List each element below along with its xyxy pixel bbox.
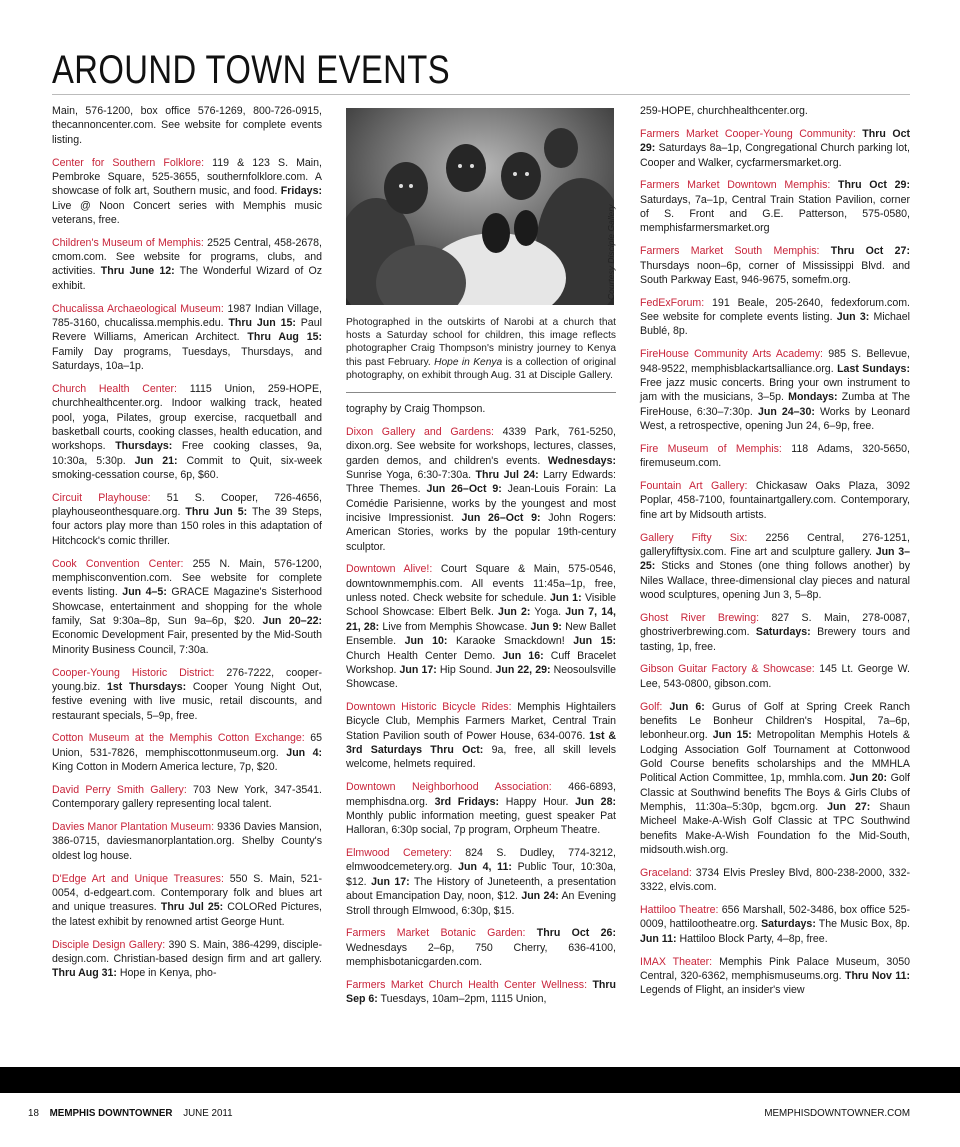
event-date: Jun 11: bbox=[640, 932, 677, 945]
event-date: Thru June 12: bbox=[100, 265, 175, 278]
event-text: Paul Revere Williams, American Architect. bbox=[52, 316, 322, 344]
event-date: Jun 17: bbox=[399, 663, 437, 676]
event-date: Jun 16: bbox=[502, 649, 544, 662]
event-entry bbox=[640, 104, 910, 118]
event-text: John Rogers: American Stories, works by the popular 19th-century sculptor. bbox=[346, 511, 616, 553]
venue-name: Graceland: bbox=[640, 866, 692, 879]
venue-name: Elmwood Cemetery: bbox=[346, 847, 452, 860]
event-date: Jun 7, 14, 21, 28: bbox=[346, 606, 616, 633]
event-entry bbox=[52, 938, 322, 981]
caption-divider bbox=[346, 392, 616, 393]
venue-name: Circuit Playhouse: bbox=[52, 491, 151, 504]
event-date: Jun 3–25: bbox=[640, 545, 910, 573]
event-date: Thru Jun 15: bbox=[228, 316, 296, 329]
event-text: 827 S. Main, 278-0087, ghostriverbrewing.com. bbox=[640, 611, 910, 639]
event-text: Legends of Flight, an insider's view bbox=[640, 984, 805, 997]
event-text: The Music Box, 8p. bbox=[815, 918, 910, 931]
event-entry bbox=[52, 302, 322, 374]
event-date: Jun 26–Oct 9: bbox=[426, 483, 502, 496]
event-date: Thursdays: bbox=[115, 440, 173, 453]
event-entry bbox=[346, 978, 616, 1007]
event-text: 1987 Indian Village, 785-3160, chucalissa.memphis.edu. bbox=[52, 302, 322, 329]
event-text: Court Square & Main, 575-0546, downtownmemphis.com. All events 11:45a–1p, free, unless noted. Check website for schedule. bbox=[346, 563, 616, 605]
event-entry bbox=[640, 178, 910, 235]
venue-name: Downtown Neighborhood Association: bbox=[346, 781, 552, 794]
event-text: 51 S. Cooper, 726-4656, playhouseonthesquare.org. bbox=[52, 491, 322, 519]
venue-name: Chucalissa Archaeological Museum: bbox=[52, 302, 224, 315]
event-date: Jun 9: bbox=[530, 620, 562, 633]
event-text: An Evening Stroll through Elmwood, 6:30p, $15. bbox=[346, 890, 617, 917]
event-text: Brewery tours and tasting, 1p, free. bbox=[640, 626, 910, 653]
venue-name: Farmers Market Downtown Memphis: bbox=[640, 179, 831, 192]
venue-name: Davies Manor Plantation Museum: bbox=[52, 821, 215, 834]
event-date: Jun 10: bbox=[404, 635, 448, 648]
event-date: Thru Oct 27: bbox=[830, 245, 910, 258]
venue-name: Cotton Museum at the Memphis Cotton Exchange: bbox=[52, 732, 305, 745]
venue-name: Downtown Alive!: bbox=[346, 563, 433, 576]
event-date: 3rd Fridays: bbox=[434, 795, 499, 808]
event-text: Gurus of Golf at Spring Creek Ranch benefits Le Bonheur Children's Hospital, 7a–6p, lebonheur.org. bbox=[640, 700, 910, 742]
photo-caption bbox=[346, 316, 616, 382]
event-date: Jun 28: bbox=[575, 795, 616, 808]
event-text: Golf Classic at Southwind benefits The Boys & Girls Clubs of Memphis, 11:30a–5:30p, bgcm.org. bbox=[640, 772, 911, 813]
event-entry bbox=[346, 780, 616, 837]
children-photo bbox=[346, 108, 614, 305]
event-text: Sunrise Yoga, 6:30-7:30a. bbox=[346, 468, 476, 481]
event-entry bbox=[640, 479, 910, 522]
event-date: Jun 6: bbox=[669, 700, 705, 713]
event-text: Memphis Hightailers Bicycle Club, Memphis Farmers Market, Central Train Station Pavilion south of Power House, 634-0076. bbox=[346, 701, 616, 742]
event-text: Wednesdays 2–6p, 750 Cherry, 636-4100, memphisbotanicgarden.com. bbox=[346, 941, 616, 969]
event-text: Larry Edwards: Three Themes. bbox=[346, 468, 616, 496]
event-text bbox=[525, 927, 536, 939]
website-link[interactable]: MEMPHISDOWNTOWNER.COM bbox=[764, 1108, 910, 1119]
event-text: 276-7222, cooper-young.biz. bbox=[52, 666, 322, 693]
event-date: Jun 1: bbox=[549, 592, 582, 605]
venue-name: Center for Southern Folklore: bbox=[52, 156, 205, 169]
event-date: Jun 4, 11: bbox=[458, 861, 512, 874]
event-date: Thru Oct 26: bbox=[536, 927, 616, 940]
event-entry bbox=[52, 731, 322, 774]
event-text: The History of Juneteenth, a presentation about Emancipation Day, noon, $12. bbox=[346, 875, 616, 903]
venue-name: Cooper-Young Historic District: bbox=[52, 666, 215, 679]
event-entry bbox=[640, 866, 910, 895]
event-date: Thru Jul 25: bbox=[160, 901, 224, 914]
event-entry bbox=[346, 700, 616, 772]
event-text: Live @ Noon Concert series with Memphis music veterans, free. bbox=[52, 199, 322, 226]
event-entry bbox=[640, 955, 910, 998]
venue-name: Ghost River Brewing: bbox=[640, 611, 760, 624]
venue-name: Golf: bbox=[640, 700, 663, 713]
event-date: Mondays: bbox=[788, 391, 838, 404]
venue-name: Farmers Market Church Health Center Wellness: bbox=[346, 978, 588, 991]
event-text: Happy Hour. bbox=[499, 795, 576, 808]
event-text: Main, 576-1200, box office 576-1269, 800-726-0915, thecannoncenter.com. See website for complete events listing. bbox=[52, 105, 322, 146]
page-number: 18 bbox=[28, 1108, 39, 1119]
event-text: Free jazz music concerts. Bring your own instrument to jam with the musicians, 3–5p. bbox=[640, 377, 910, 404]
event-text bbox=[830, 179, 838, 191]
photo-figure bbox=[346, 108, 616, 305]
event-text: Free cooking classes, 9a, 10:30a, 5:30p. bbox=[52, 440, 322, 467]
footer-left bbox=[28, 1108, 233, 1119]
event-text: Zumba at The FireHouse, 6:30–7:30p. bbox=[640, 391, 911, 418]
event-date: Thru Nov 11: bbox=[844, 969, 910, 982]
venue-name: Gibson Guitar Factory & Showcase: bbox=[640, 663, 815, 676]
event-text: 824 S. Dudley, 774-3212, elmwoodcemetery.org. bbox=[346, 847, 616, 874]
event-text: 550 S. Main, 521-0054, d-edgeart.com. Contemporary folk and blues art and unique treasures. bbox=[52, 872, 322, 914]
event-date: Jun 20: bbox=[849, 772, 888, 785]
venue-name: Farmers Market Cooper-Young Community: bbox=[640, 127, 856, 140]
issue-date: JUNE 2011 bbox=[183, 1108, 233, 1119]
venue-name: Hattiloo Theatre: bbox=[640, 904, 719, 916]
event-date: Jun 24–30: bbox=[757, 405, 815, 418]
event-date: Jun 24: bbox=[521, 890, 559, 903]
event-text: Monthly public information meeting, guest speaker Pat Halloran, 6:30p social, 7p program, Orpheum Theatre. bbox=[346, 809, 616, 837]
event-date: Thru Jun 5: bbox=[185, 506, 248, 519]
event-text: Metropolitan Memphis Hotels & Lodging Association Golf Tournament at Cottonwood Gold Course benefits scholarships and the MMHLA Political Action Committee, 1p, mmhla.com. bbox=[640, 729, 911, 785]
event-date: Jun 22, 29: bbox=[495, 663, 551, 676]
venue-name: Disciple Design Gallery: bbox=[52, 938, 166, 951]
event-text: 4339 Park, 761-5250, dixon.org. See website for workshops, lectures, classes, garden demos, and children's events. bbox=[346, 425, 616, 467]
event-text: Sticks and Stones (one thing follows another) by Niles Wallace, three-dimensional clay pieces and natural wood sculptures, opening Jun 3, 5–8p. bbox=[640, 560, 910, 601]
event-date: Jun 4: bbox=[286, 746, 322, 759]
event-text: 985 S. Bellevue, 948-9522, memphisblackartsalliance.org. bbox=[640, 348, 910, 375]
event-text: 65 Union, 531-7826, memphiscottonmuseum.org. bbox=[52, 732, 322, 759]
event-entry bbox=[640, 244, 910, 287]
event-date: Thru Oct 29: bbox=[640, 127, 910, 155]
magazine-name: MEMPHIS DOWNTOWNER bbox=[49, 1108, 173, 1119]
event-text: Yoga. bbox=[530, 606, 566, 619]
event-entry bbox=[640, 296, 910, 339]
event-entry bbox=[346, 402, 616, 416]
event-date: 1st & 3rd Saturdays Thru Oct: bbox=[346, 729, 616, 757]
event-date: Jun 17: bbox=[371, 875, 410, 888]
event-entry bbox=[640, 662, 910, 691]
event-text: Visible School Showcase: Elbert Belk. bbox=[346, 592, 616, 619]
event-column-2 bbox=[346, 104, 616, 1007]
event-text: Commit to Quit, six-week smoking-cessation course, 6p, $60. bbox=[52, 454, 323, 481]
event-date: Fridays: bbox=[280, 185, 322, 198]
venue-name: Farmers Market South Memphis: bbox=[640, 245, 820, 258]
event-text: Cooper Young Night Out, festive evening with live music, retail discounts, and restaurant specials, 5–9p, free. bbox=[52, 680, 322, 722]
event-column-2-entries bbox=[346, 402, 616, 1007]
caption-text: Photographed in the outskirts of Narobi at a church that hosts a Saturday school for children, this image reflects photographer Craig Thompson's ministry journey to Kenya this past February. bbox=[346, 317, 616, 368]
event-text: Saturdays, 7a–1p, Central Train Station Pavilion, corner of S. Front and G.E. Patterson, 575-0580, memphisfarmersmarket.org bbox=[640, 193, 910, 235]
event-text: Works by Leonard West, a retrospective, opening Jun 24, 6–9p, free. bbox=[640, 405, 910, 433]
event-entry bbox=[640, 442, 910, 471]
event-text: The 39 Steps, four actors play more than 150 roles in this adaptation of Hitchcock's comic thriller. bbox=[52, 506, 322, 547]
event-entry bbox=[52, 872, 322, 929]
photo-credit: Courtesy Disciple Gallery bbox=[606, 204, 616, 300]
event-entry bbox=[52, 236, 322, 293]
event-entry bbox=[52, 104, 322, 147]
event-entry bbox=[52, 666, 322, 723]
event-date: Jun 27: bbox=[827, 800, 871, 813]
event-entry bbox=[640, 903, 910, 946]
event-date: Jun 4–5: bbox=[122, 586, 167, 599]
event-date: Thru Oct 29: bbox=[838, 179, 910, 192]
event-text: Thursdays noon–6p, corner of Mississippi Blvd. and South Parkway East, 946-9675, somefm.org. bbox=[640, 259, 910, 286]
event-text: 9a, free, all skill levels welcome, helmets required. bbox=[346, 744, 616, 771]
event-column-1 bbox=[52, 104, 322, 981]
event-date: Jun 21: bbox=[134, 454, 178, 467]
event-text: Hope in Kenya, pho- bbox=[116, 967, 217, 980]
event-date: Jun 15: bbox=[573, 635, 616, 648]
venue-name: D'Edge Art and Unique Treasures: bbox=[52, 872, 224, 885]
event-date: Wednesdays: bbox=[547, 454, 616, 467]
event-text: New Ballet Ensemble. bbox=[346, 620, 616, 648]
event-date: Saturdays: bbox=[755, 626, 811, 639]
event-entry bbox=[52, 557, 322, 657]
event-text: Michael Bublé, 8p. bbox=[640, 311, 911, 338]
event-text: Chickasaw Oaks Plaza, 3092 Poplar, 458-7100, fountainartgallery.com. Contemporary, fine art by Midsouth artists. bbox=[640, 480, 910, 521]
event-entry bbox=[346, 562, 616, 691]
event-text: 2256 Central, 276-1251, galleryfiftysix.com. Fine art and sculpture gallery. bbox=[640, 531, 910, 558]
event-text: GRACE Magazine's Sisterhood Showcase, entertainment and shopping for the whole family, Sat 9:30a–8p, Sun 9a–6p, $20. bbox=[52, 586, 322, 627]
venue-name: Fire Museum of Memphis: bbox=[640, 442, 782, 455]
event-text: Memphis Pink Palace Museum, 3050 Central, 320-6362, memphismuseums.org. bbox=[640, 955, 911, 982]
event-date: Jun 3: bbox=[836, 311, 870, 324]
event-text bbox=[819, 245, 830, 257]
caption-exhibit-title: Hope in Kenya bbox=[434, 356, 503, 368]
event-text: The Wonderful Wizard of Oz exhibit. bbox=[52, 265, 323, 292]
event-date: Jun 2: bbox=[498, 606, 531, 619]
event-date: Jun 15: bbox=[712, 729, 752, 742]
venue-name: Children's Museum of Memphis: bbox=[52, 236, 204, 249]
event-entry bbox=[52, 820, 322, 863]
event-text: 2525 Central, 458-2678, cmom.com. See website for programs, clubs, and activities. bbox=[52, 236, 322, 278]
page-title: AROUND TOWN EVENTS bbox=[52, 48, 450, 92]
venue-name: Dixon Gallery and Gardens: bbox=[346, 425, 494, 438]
event-text: 191 Beale, 205-2640, fedexforum.com. See website for complete events listing. bbox=[640, 296, 910, 324]
venue-name: Downtown Historic Bicycle Rides: bbox=[346, 701, 512, 714]
caption-text-end: is a collection of original photography, on exhibit through Aug. 31 at Disciple Gallery. bbox=[346, 356, 616, 381]
event-text: Tuesdays, 10am–2pm, 1115 Union, bbox=[377, 993, 547, 1006]
event-entry bbox=[346, 926, 616, 969]
event-text: 118 Adams, 320-5650, firemuseum.com. bbox=[640, 442, 910, 470]
event-text: Live from Memphis Showcase. bbox=[379, 620, 531, 633]
title-divider bbox=[52, 94, 910, 95]
event-text: King Cotton in Modern America lecture, 7p, $20. bbox=[52, 761, 278, 774]
event-entry bbox=[640, 127, 910, 170]
event-column-3 bbox=[640, 104, 910, 998]
event-entry bbox=[52, 156, 322, 228]
event-date: Last Sundays: bbox=[837, 362, 910, 375]
event-entry bbox=[52, 491, 322, 548]
venue-name: Gallery Fifty Six: bbox=[640, 531, 748, 544]
venue-name: Farmers Market Botanic Garden: bbox=[346, 927, 526, 940]
event-entry bbox=[640, 531, 910, 603]
event-text: 1115 Union, 259-HOPE, churchhealthcenter.org. Indoor walking track, heated pool, yoga, Pilates, group exercise, racquetball and basketball courts, cooking classes, health education, and workshops. bbox=[52, 382, 322, 453]
event-text: 466-6893, memphisdna.org. bbox=[346, 781, 616, 808]
footer-bar bbox=[0, 1067, 960, 1093]
event-text: Jean-Louis Forain: La Comédie Parisienne, works by the youngest and most incisive Impressionist. bbox=[346, 483, 616, 524]
event-entry bbox=[640, 700, 910, 858]
event-text: Family Day programs, Tuesdays, Thursdays, and Saturdays, 10a–1p. bbox=[52, 345, 322, 372]
event-text: 119 & 123 S. Main, Pembroke Square, 525-3655, southernfolklore.com. A showcase of folk art, Southern music, and food. bbox=[52, 156, 322, 198]
event-date: Jun 26–Oct 9: bbox=[461, 511, 541, 524]
event-text: 259-HOPE, churchhealthcenter.org. bbox=[640, 105, 808, 117]
venue-name: Cook Convention Center: bbox=[52, 557, 184, 570]
event-entry bbox=[52, 382, 322, 482]
event-text: Economic Development Fair, presented by the Mid-South Minority Business Council, 7:30a. bbox=[52, 629, 322, 656]
venue-name: Church Health Center: bbox=[52, 382, 177, 395]
venue-name: Fountain Art Gallery: bbox=[640, 480, 748, 493]
event-entry bbox=[346, 425, 616, 554]
venue-name: IMAX Theater: bbox=[640, 955, 713, 968]
event-text: Hattiloo Block Party, 4–8p, free. bbox=[676, 932, 828, 945]
event-text: Public Tour, 10:30a, $12. bbox=[346, 861, 616, 888]
children-photo-image bbox=[346, 108, 614, 305]
event-entry bbox=[346, 846, 616, 918]
venue-name: David Perry Smith Gallery: bbox=[52, 783, 187, 796]
event-text: 255 N. Main, 576-1200, memphisconvention.com. See website for complete events listing. bbox=[52, 557, 322, 599]
venue-name: FireHouse Community Arts Academy: bbox=[640, 348, 823, 361]
event-text: Hip Sound. bbox=[436, 663, 496, 676]
event-text: 656 Marshall, 502-3486, box office 525-0009, hattilootheatre.org. bbox=[640, 904, 911, 931]
event-text: 9336 Davies Mansion, 386-0715, daviesmanorplantation.org. Shelby County's oldest log house. bbox=[52, 821, 322, 862]
event-entry bbox=[640, 611, 910, 654]
event-text: Cuff Bracelet Workshop. bbox=[346, 649, 617, 676]
venue-name: FedExForum: bbox=[640, 296, 705, 309]
event-text: 3734 Elvis Presley Blvd, 800-238-2000, 332-3322, elvis.com. bbox=[640, 866, 910, 894]
event-date: Thru Aug 15: bbox=[247, 331, 323, 344]
event-text: Saturdays 8a–1p, Congregational Church parking lot, Cooper and Walker, cycfarmersmarket.org. bbox=[640, 142, 910, 169]
event-date: Thru Sep 6: bbox=[346, 978, 616, 1006]
event-date: Saturdays: bbox=[761, 918, 816, 931]
event-entry bbox=[640, 347, 910, 433]
event-text: 703 New York, 347-3541. Contemporary gallery representing local talent. bbox=[52, 783, 322, 811]
event-text: Karaoke Smackdown! bbox=[447, 635, 574, 648]
event-date: Jun 20–22: bbox=[262, 615, 323, 627]
event-date: Thru Jul 24: bbox=[475, 468, 539, 481]
event-text: tography by Craig Thompson. bbox=[346, 403, 486, 416]
event-text: Neosoulsville Showcase. bbox=[346, 663, 617, 691]
event-date: 1st Thursdays: bbox=[107, 680, 187, 693]
event-entry bbox=[52, 783, 322, 812]
event-text: Church Health Center Demo. bbox=[346, 649, 503, 662]
event-date: Thru Aug 31: bbox=[52, 967, 117, 980]
event-text: Shaun Micheel Make-A-Wish Golf Classic at TPC Southwind benefits Make-A-Wish Foundation fo the Mid-South, midsouth.wish.org. bbox=[640, 800, 911, 856]
event-text: COLORed Pictures, the latest exhibit by renowned artist George Hunt. bbox=[52, 901, 323, 928]
event-text: 390 S. Main, 386-4299, disciple-design.com. Christian-based design firm and art gallery. bbox=[52, 938, 322, 965]
event-text: 145 Lt. George W. Lee, 543-0800, gibson.com. bbox=[640, 663, 910, 690]
